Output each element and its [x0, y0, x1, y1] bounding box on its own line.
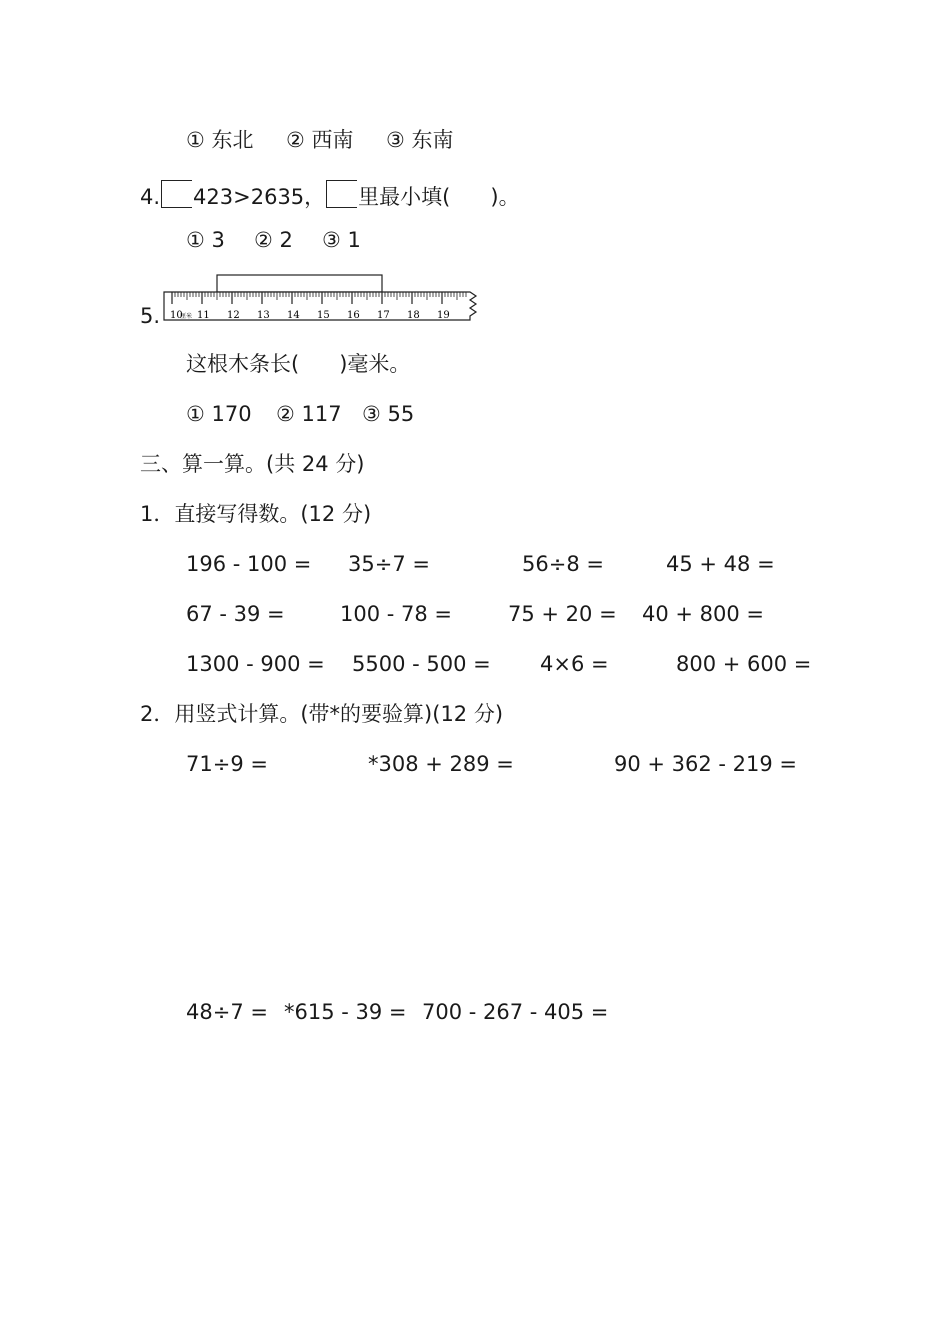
calc-r2c2: 100 - 78 = [340, 602, 453, 626]
ruler-label-19: 19 [437, 310, 450, 321]
q4-text-b: 里最小填( [358, 185, 451, 209]
q4-blank-box-2 [326, 180, 357, 208]
q3-option-3: ③ 东南 [386, 128, 454, 152]
ruler-label-15: 15 [317, 310, 330, 321]
calc-r3c3: 4×6 = [540, 652, 609, 676]
ruler-label-14: 14 [287, 310, 300, 321]
part1-title: 1．直接写得数。(12 分) [140, 502, 372, 526]
q5-option-1: ① 170 [186, 402, 252, 426]
q3-option-1: ① 东北 [186, 128, 254, 152]
vert-calc-6: 700 - 267 - 405 = [422, 1000, 609, 1024]
q5-number: 5. [140, 304, 161, 328]
q4-blank-box-1 [161, 180, 192, 208]
ruler-label-18: 18 [407, 310, 420, 321]
q3-option-2: ② 西南 [286, 128, 354, 152]
calc-r3c4: 800 + 600 = [676, 652, 812, 676]
ruler-label-10: 10 [170, 310, 183, 321]
ruler-label-12: 12 [227, 310, 240, 321]
calc-r1c4: 45 + 48 = [666, 552, 775, 576]
wooden-stick [217, 275, 382, 292]
vert-calc-2: *308 + 289 = [368, 752, 514, 776]
calc-r2c3: 75 + 20 = [508, 602, 617, 626]
ruler-label-17: 17 [377, 310, 390, 321]
ruler-label-unit: 厘米 [180, 313, 193, 320]
q5-question [186, 350, 410, 378]
q4-option-2: ② 2 [254, 228, 293, 252]
calc-r3c1: 1300 - 900 = [186, 652, 325, 676]
q5-option-3: ③ 55 [362, 402, 415, 426]
part2-title: 2．用竖式计算。(带*的要验算)(12 分) [140, 702, 504, 726]
q4-text-c: )。 [490, 185, 520, 209]
calc-r3c2: 5500 - 500 = [352, 652, 491, 676]
q4-option-3: ③ 1 [322, 228, 361, 252]
q4-text-a: 423>2635， [193, 185, 326, 209]
calc-r2c4: 40 + 800 = [642, 602, 765, 626]
section3-title: 三、算一算。(共 24 分) [140, 452, 365, 476]
q5-question-a: 这根木条长( [186, 352, 300, 376]
calc-r1c3: 56÷8 = [522, 552, 604, 576]
calc-r1c1: 196 - 100 = [186, 552, 312, 576]
q4-number: 4. [140, 185, 161, 209]
calc-r2c1: 67 - 39 = [186, 602, 285, 626]
vert-calc-1: 71÷9 = [186, 752, 268, 776]
q4-line [140, 180, 520, 211]
q4-option-1: ① 3 [186, 228, 225, 252]
vert-calc-5: *615 - 39 = [284, 1000, 407, 1024]
vert-calc-4: 48÷7 = [186, 1000, 268, 1024]
calc-r1c2: 35÷7 = [348, 552, 430, 576]
vert-calc-3: 90 + 362 - 219 = [614, 752, 798, 776]
ruler-label-13: 13 [257, 310, 270, 321]
q5-question-b: )毫米。 [339, 352, 411, 376]
ruler-figure [160, 272, 480, 324]
ruler-label-11: 11 [197, 310, 210, 321]
q5-option-2: ② 117 [276, 402, 342, 426]
ruler-label-16: 16 [347, 310, 360, 321]
